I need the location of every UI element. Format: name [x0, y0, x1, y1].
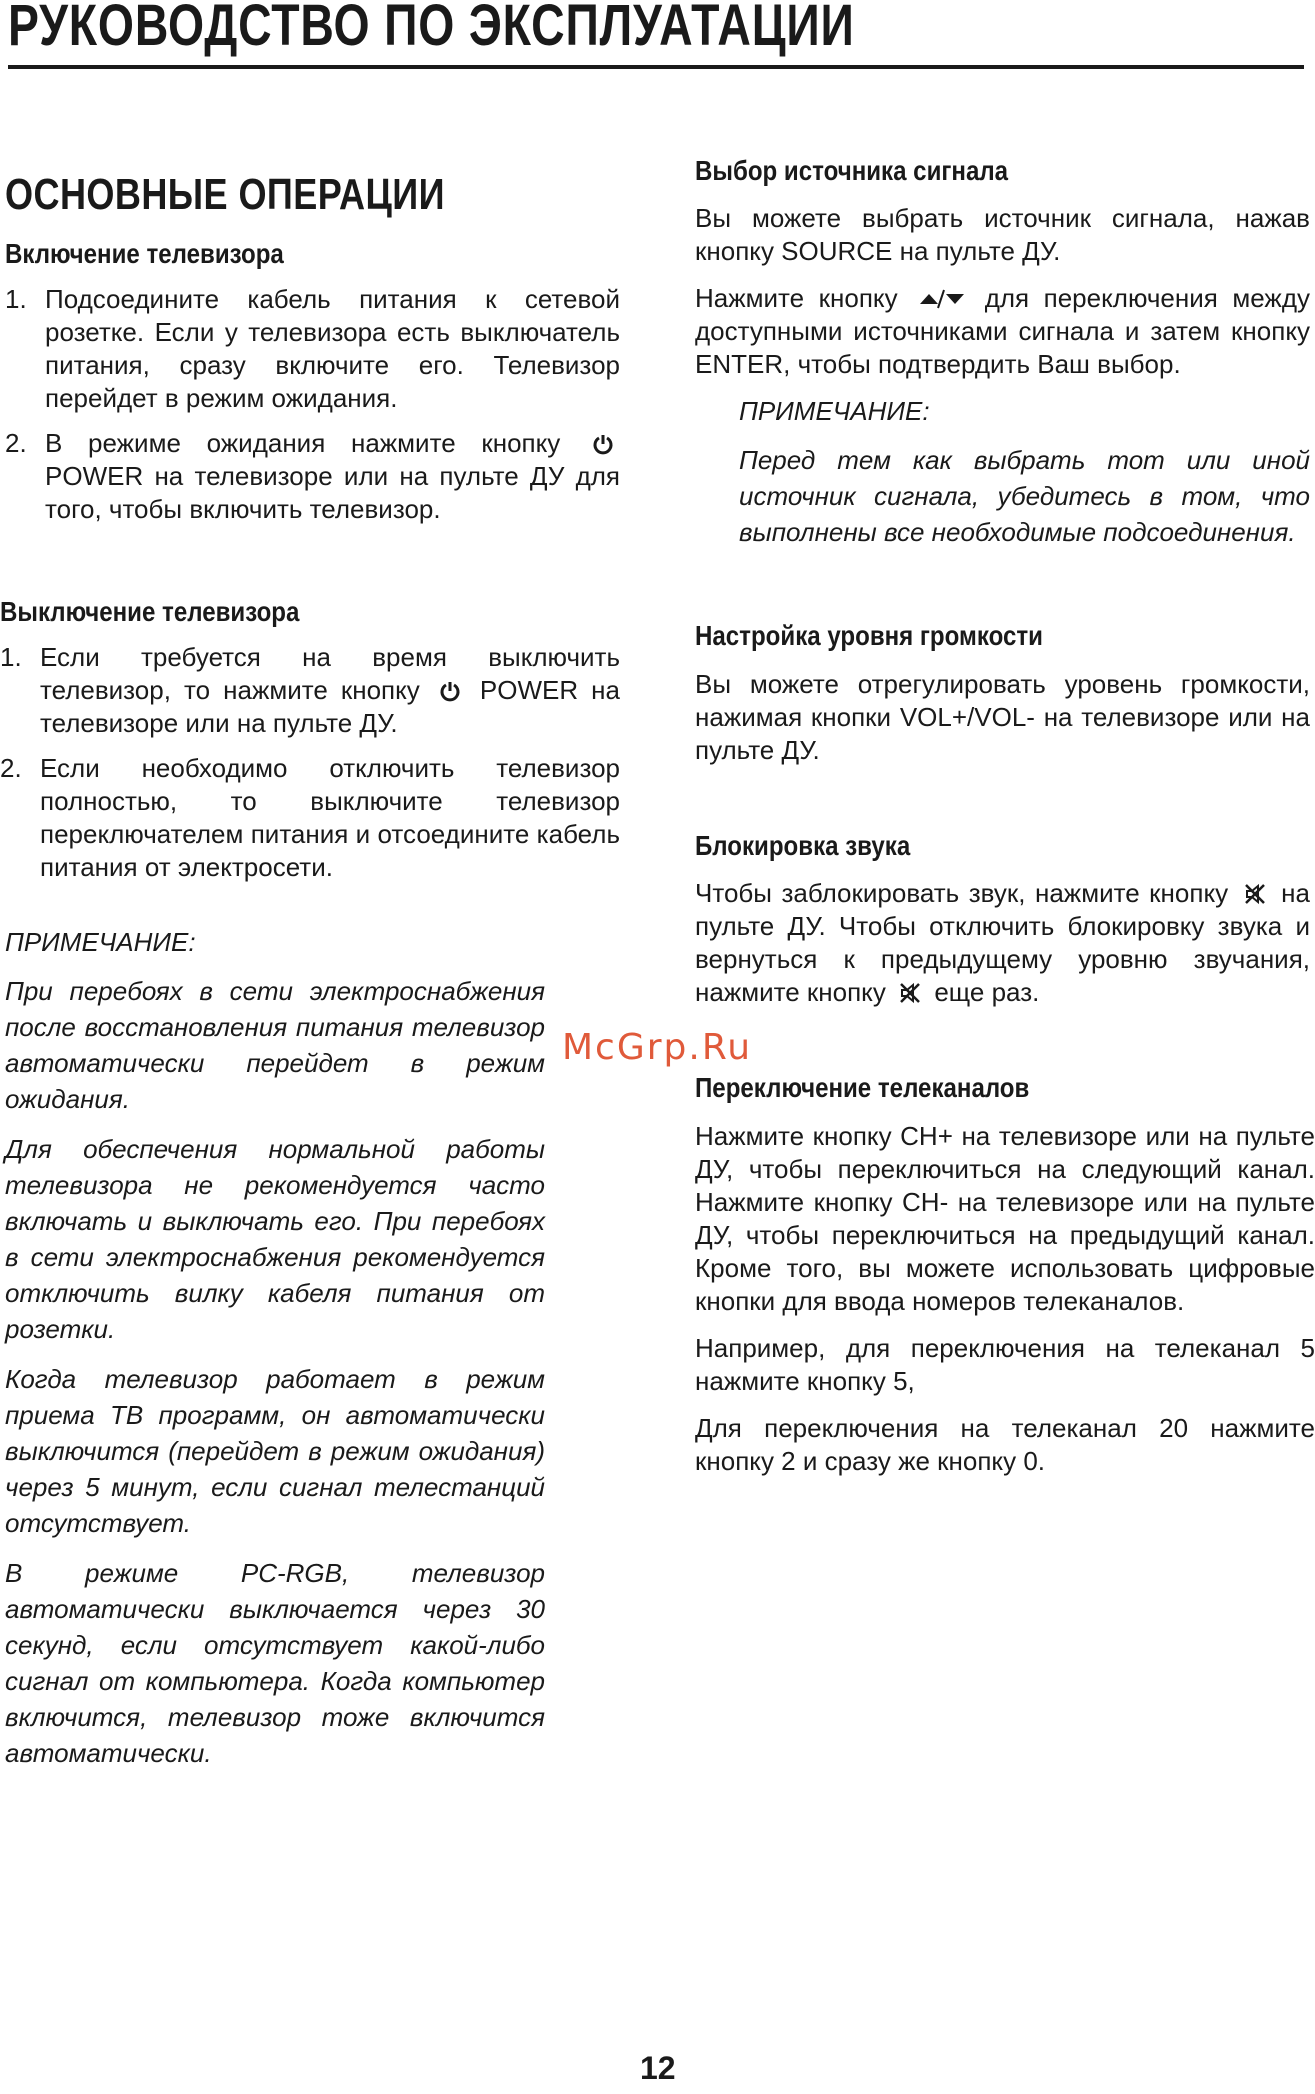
power-icon [439, 677, 461, 699]
text-after: еще раз. [934, 977, 1040, 1007]
power-off-heading: Выключение телевизора [0, 596, 300, 627]
mute-icon [899, 979, 921, 1001]
power-icon [592, 430, 614, 452]
note-paragraph: Когда телевизор работает в режим приема ТВ программ, он автоматически выключится (перейдет в режим ожидания) через 5 минут, если сигнал телестанций отсутствует. [5, 1364, 545, 1538]
text-before: Нажмите кнопку [695, 283, 898, 313]
power-on-heading: Включение телевизора [5, 238, 284, 269]
step-number: 1. [0, 642, 22, 672]
up-down-arrows-icon [918, 285, 964, 307]
note-label: ПРИМЕЧАНИЕ: [739, 396, 930, 426]
volume-heading: Настройка уровня громкости [695, 620, 1043, 651]
notes-block [5, 926, 545, 1785]
source-section [695, 202, 1310, 564]
text-before: Чтобы заблокировать звук, нажмите кнопку [695, 878, 1229, 908]
list-item [0, 641, 620, 740]
source-paragraph-2 [695, 282, 1310, 381]
note-paragraph: Перед тем как выбрать тот или иной источник сигнала, убедитесь в том, что выполнены все необходимые подсоединения. [739, 445, 1310, 547]
watermark: McGrp.Ru [562, 1027, 753, 1068]
section-title: ОСНОВНЫЕ ОПЕРАЦИИ [5, 170, 445, 219]
list-item [0, 752, 620, 884]
text-middle: на пульте ДУ. Чтобы отключить блокировку звука и вернуться к предыдущему уровню звучания, нажмите кнопку [695, 878, 1310, 1007]
volume-paragraph: Вы можете отрегулировать уровень громкости, нажимая кнопки VOL+/VOL- на телевизоре или на пульте ДУ. [695, 669, 1310, 765]
channels-paragraph-2: Например, для переключения на телеканал 5 нажмите кнопку 5, [695, 1333, 1315, 1396]
channels-paragraph-3: Для переключения на телеканал 20 нажмите кнопку 2 и сразу же кнопку 0. [695, 1413, 1315, 1476]
mute-icon [1244, 880, 1266, 902]
document-title: РУКОВОДСТВО ПО ЭКСПЛУАТАЦИИ [8, 0, 855, 58]
source-heading: Выбор источника сигнала [695, 155, 1009, 186]
text-after: для переключения между доступными источниками сигнала и затем кнопку ENTER, чтобы подтвердить Ваш выбор. [695, 283, 1310, 379]
source-note [695, 395, 1310, 550]
note-paragraph: Для обеспечения нормальной работы телевизора не рекомендуется часто включать и выключать его. При перебоях в сети электроснабжения рекомендуется отключить вилку кабеля питания от розетки. [5, 1134, 545, 1344]
step-text: Подсоедините кабель питания к сетевой розетке. Если у телевизора есть выключатель питания, сразу включите его. Телевизор перейдет в режим ожидания. [45, 284, 620, 413]
channels-section [695, 1120, 1315, 1492]
list-item [5, 427, 620, 526]
source-paragraph: Вы можете выбрать источник сигнала, нажав кнопку SOURCE на пульте ДУ. [695, 203, 1310, 266]
mute-section [695, 877, 1310, 1009]
volume-section [695, 668, 1310, 767]
note-label: ПРИМЕЧАНИЕ: [5, 927, 196, 957]
step-number: 1. [5, 284, 27, 314]
note-paragraph: При перебоях в сети электроснабжения после восстановления питания телевизор автоматически перейдет в режим ожидания. [5, 976, 545, 1114]
mute-paragraph [695, 877, 1310, 1009]
mute-heading: Блокировка звука [695, 830, 911, 861]
step-text-before: Если требуется на время выключить телевизор, то нажмите кнопку [40, 642, 620, 705]
note-paragraph: В режиме PC-RGB, телевизор автоматически выключается через 30 секунд, если отсутствует какой-либо сигнал от компьютера. Когда компьютер включится, телевизор тоже включится автоматически. [5, 1558, 545, 1768]
title-divider [8, 65, 1304, 69]
list-item [5, 283, 620, 415]
power-on-steps [5, 283, 620, 538]
step-text-after: POWER на телевизоре или на пульте ДУ. [40, 675, 620, 738]
power-off-steps [0, 641, 620, 896]
step-number: 2. [0, 753, 22, 783]
step-text-before: В режиме ожидания нажмите кнопку [45, 428, 561, 458]
page-number: 12 [640, 2050, 676, 2086]
step-text: Если необходимо отключить телевизор полностью, то выключите телевизор переключателем питания и отсоедините кабель питания от электросети. [40, 753, 620, 882]
channels-paragraph: Нажмите кнопку CH+ на телевизоре или на пульте ДУ, чтобы переключиться на следующий канал. Нажмите кнопку CH- на телевизоре или на пульте ДУ, чтобы переключиться на предыдущий канал. Кроме того, вы можете использовать цифровые кнопки для ввода номеров телеканалов. [695, 1121, 1315, 1316]
channels-heading: Переключение телеканалов [695, 1072, 1030, 1103]
step-number: 2. [5, 428, 27, 458]
step-text-after: POWER на телевизоре или на пульте ДУ для того, чтобы включить телевизор. [45, 461, 620, 524]
